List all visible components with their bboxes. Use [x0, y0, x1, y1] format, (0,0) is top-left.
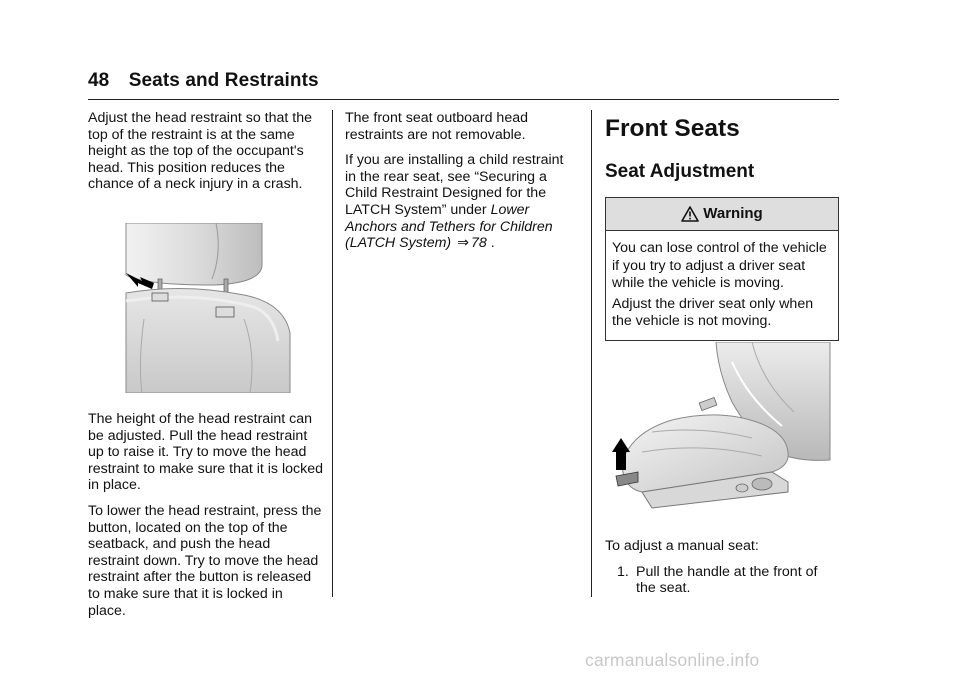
column-divider-2 [591, 110, 592, 597]
front-seats-heading: Front Seats [605, 115, 740, 142]
page-number: 48 [88, 70, 110, 91]
warning-header [606, 198, 838, 231]
column-divider-1 [332, 110, 333, 597]
step-text: Pull the handle at the front of the seat. [636, 563, 818, 597]
page-header [88, 70, 838, 92]
list-item [605, 564, 840, 597]
page-reference-number[interactable]: 78 [471, 235, 487, 252]
head-restraint-illustration [124, 223, 292, 393]
latch-reference-link[interactable]: Lower Anchors and Tethers for Children (LATCH System) [345, 201, 553, 252]
child-restraint-text: If you are installing a child restraint in the rear seat, see “Securing a Child Restraint Designed for the LATCH System” under Lower Anchors and Tethers for Children (LATCH System) ⇒ 78 . [345, 152, 564, 252]
column-2 [345, 110, 577, 261]
manual-seat-illustration [612, 342, 832, 520]
header-rule [88, 99, 839, 100]
warning-text-2: Adjust the driver seat only when the vehicle is not moving. [612, 295, 814, 329]
warning-text-1: You can lose control of the vehicle if you try to adjust a driver seat while the vehicle is moving. [612, 240, 827, 291]
head-restraint-intro: Adjust the head restraint so that the top of the restraint is at the same height as the top of the occupant's head. This position reduces the chance of a neck injury in a crash. [88, 110, 312, 193]
watermark: carmanualsonline.info [585, 650, 760, 670]
section-title: Seats and Restraints [128, 70, 319, 91]
warning-box [605, 197, 839, 341]
warning-body [606, 231, 838, 340]
head-restraint-lower-text: To lower the head restraint, press the button, located on the top of the seatback, and push the head restraint down. Try to move the head restraint after the button is released to make sure that it is locked in place. [88, 502, 322, 619]
head-restraint-height-text: The height of the head restraint can be adjusted. Pull the head restraint up to raise it. Try to move the head restraint to make sure that it is locked in place. [88, 410, 323, 494]
step-number: 1. [617, 563, 629, 580]
list-intro: To adjust a manual seat: [605, 538, 759, 554]
warning-triangle-icon [681, 206, 699, 222]
manual-seat-instructions [605, 538, 840, 597]
warning-title: Warning [703, 204, 763, 222]
column-1 [88, 110, 324, 628]
column-3 [605, 110, 840, 381]
seat-adjustment-heading: Seat Adjustment [605, 161, 755, 182]
outboard-restraint-text: The front seat outboard head restraints are not removable. [345, 110, 528, 143]
page-ref-icon: ⇒ [457, 235, 469, 252]
